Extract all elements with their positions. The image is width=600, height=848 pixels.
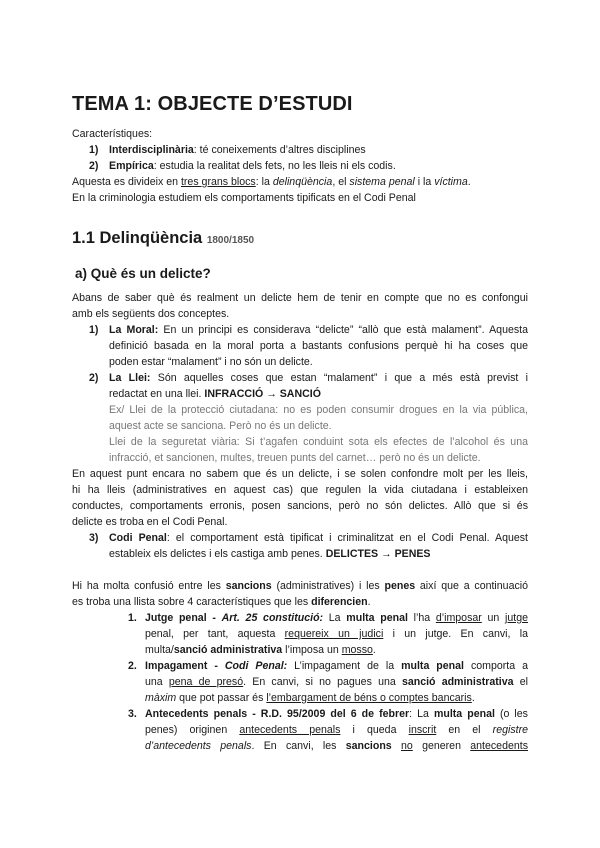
- text-run: que pot passar és: [176, 692, 267, 704]
- paragraph-line: [145, 722, 528, 738]
- text-run: : el comportament està tipificat i criminalitzat en el Codi Penal. Aquest: [166, 532, 528, 544]
- text-run: antecedents: [470, 740, 528, 752]
- infraction-sanction-formula: INFRACCIÓ → SANCIÓ: [204, 388, 321, 400]
- list-number: 2): [89, 372, 99, 384]
- example-line: Llei de la seguretat viària: Si t’agafen conduint sota els efectes de l’alcohol és una: [109, 436, 528, 448]
- text-run: sanció administrativa: [173, 644, 283, 656]
- paragraph-line: [145, 738, 528, 754]
- text-run: multa penal: [433, 708, 495, 720]
- paragraph-line: [145, 690, 528, 706]
- text-run: estableix els delictes i els castiga amb penes.: [109, 548, 326, 560]
- text-run: l’embargament de béns o comptes bancaris: [266, 692, 472, 704]
- text-run-bold: sancions: [225, 580, 272, 592]
- text-run: comporta a: [463, 660, 528, 672]
- list-number: 1): [89, 324, 99, 336]
- text-run-italic: víctima: [434, 176, 468, 188]
- text-run: Art. 25 constitució:: [221, 612, 324, 624]
- text-run-bold: penes: [384, 580, 416, 592]
- concept-codi-penal: [89, 530, 528, 562]
- text-run: L’impagament de la: [287, 660, 402, 672]
- text-run: el: [513, 676, 528, 688]
- text-run: : la: [255, 176, 273, 188]
- list-number: 1): [89, 144, 99, 156]
- paragraph-line: [109, 530, 528, 546]
- characteristic-item-2: [89, 158, 396, 174]
- concept-llei: [89, 370, 528, 466]
- paragraph-line: [145, 706, 528, 722]
- text-run-underlined: tres grans blocs: [180, 176, 256, 188]
- text-run: Hi ha molta confusió entre les: [72, 580, 226, 592]
- paragraph-line: [145, 626, 528, 642]
- paragraph-line: [109, 322, 528, 338]
- text-run: sanció administrativa: [401, 676, 514, 688]
- text-run: Antecedents penals - R.D. 95/2009 del 6 de febrer: [145, 708, 410, 720]
- text-run: . En canvi, si no pagues una: [243, 676, 402, 688]
- example-line: Ex/ Llei de la protecció ciutadana: no es poden consumir drogues en la via pública,: [109, 404, 528, 416]
- paragraph-line: [109, 370, 528, 386]
- list-number: 3): [89, 532, 99, 544]
- text-run: i queda: [340, 724, 409, 736]
- text-run: En un principi es considerava “delicte” “allò que està malament”. Aquesta: [158, 324, 528, 336]
- text-run-bold: diferencien: [311, 596, 368, 608]
- paragraph-line: [145, 642, 528, 658]
- text-run: multa penal: [401, 660, 464, 672]
- text-run: en el: [436, 724, 493, 736]
- paragraph-line: [109, 546, 528, 562]
- text-run: penes) originen: [145, 724, 240, 736]
- concept-label: La Llei:: [109, 372, 151, 384]
- text-run: l’imposa un: [282, 644, 342, 656]
- paragraph-line: [145, 658, 528, 674]
- text-run: l’ha: [407, 612, 436, 624]
- text-run: multa penal: [346, 612, 408, 624]
- page-title: TEMA 1: OBJECTE D’ESTUDI: [72, 93, 353, 115]
- text-run: així que a continuació: [415, 580, 528, 592]
- text-run: inscrit: [408, 724, 437, 736]
- text-run: jutge: [505, 612, 528, 624]
- characteristic-text: : estudia la realitat dels fets, no les lleis ni els codis.: [153, 160, 396, 172]
- text-run: registre: [492, 724, 528, 736]
- concept-moral: [89, 322, 528, 370]
- list-number: 1.: [128, 612, 137, 624]
- text-run: penal, per tant, aquesta: [145, 628, 285, 640]
- characteristics-label: Característiques:: [72, 128, 153, 140]
- paragraph-line: [72, 594, 528, 610]
- text-run: redactat en una llei.: [109, 388, 205, 400]
- text-run: : La: [409, 708, 434, 720]
- paragraph-line: [145, 610, 528, 626]
- paragraph-line: poden estar “malament” i no són un delicte.: [109, 356, 313, 368]
- text-run: Aquesta es divideix en: [72, 176, 181, 188]
- text-run: no: [401, 740, 413, 752]
- text-run: d’imposar: [435, 612, 482, 624]
- difference-item-1: [128, 610, 528, 658]
- list-number: 3.: [128, 708, 137, 720]
- paragraph-line: conductes, comportaments erronis, posen sancions, però no són delictes. Allò que si és: [72, 500, 528, 512]
- concept-label: Codi Penal: [109, 532, 167, 544]
- text-run: mosso: [341, 644, 373, 656]
- text-run: multa/: [145, 644, 174, 656]
- text-run: requereix un judici: [284, 628, 384, 640]
- paragraph-line: En aquest punt encara no sabem que és un delicte, i se solen confondre molt per les lleis,: [72, 468, 528, 480]
- difference-item-2: [128, 658, 528, 706]
- paragraph-line: [109, 386, 528, 402]
- text-run: (o les: [494, 708, 528, 720]
- paragraph-confusion: [72, 466, 528, 530]
- delictes-penes-formula: DELICTES → PENES: [325, 548, 431, 560]
- text-run-italic: sistema penal: [349, 176, 415, 188]
- section-heading-1-1: [72, 229, 254, 248]
- paragraph-line: delicte es troba en el Codi Penal.: [72, 516, 228, 528]
- paragraph-differences: [72, 578, 528, 610]
- criminology-sentence: En la criminologia estudiem els comportaments tipificats en el Codi Penal: [72, 192, 416, 204]
- text-run: sancions: [345, 740, 392, 752]
- characteristic-text: : té coneixements d’altres disciplines: [193, 144, 366, 156]
- text-run: generen: [412, 740, 471, 752]
- text-run: i la: [414, 176, 435, 188]
- division-sentence: [72, 174, 471, 190]
- paragraph-line: amb els següents dos conceptes.: [72, 308, 230, 320]
- text-run: . En canvi, les: [251, 740, 346, 752]
- paragraph-intro: [72, 290, 528, 322]
- text-run: [392, 740, 401, 752]
- paragraph-line: [72, 578, 528, 594]
- characteristic-term: Empírica: [109, 160, 154, 172]
- text-run: La: [323, 612, 347, 624]
- paragraph-line: Abans de saber què és realment un delicte hem de tenir en compte que no es confongui: [72, 292, 528, 304]
- characteristic-term: Interdisciplinària: [109, 144, 194, 156]
- text-run-italic: delinqüència: [272, 176, 333, 188]
- text-run: .: [367, 596, 371, 608]
- section-date: 1800/1850: [206, 235, 255, 246]
- list-number: 2.: [128, 660, 137, 672]
- text-run: (administratives) i les: [271, 580, 385, 592]
- difference-item-3: [128, 706, 528, 754]
- subsection-heading-a: a) Què és un delicte?: [75, 266, 211, 281]
- text-run: .: [372, 644, 376, 656]
- text-run: Impagament -: [145, 660, 225, 672]
- text-run: Són aquelles coses que estan “malament” i que a més està previst i: [150, 372, 529, 384]
- text-run: Jutge penal -: [145, 612, 222, 624]
- section-title: 1.1 Delinqüència: [72, 229, 203, 247]
- text-run: una: [145, 676, 169, 688]
- example-line: infracció, et sancionen, multes, treuen punts del carnet… però no és un delicte.: [109, 452, 481, 464]
- characteristic-item-1: [89, 142, 366, 158]
- paragraph-line: [145, 674, 528, 690]
- text-run: un: [481, 612, 506, 624]
- text-run: màxim: [145, 692, 177, 704]
- text-run: d’antecedents penals: [145, 740, 252, 752]
- text-run: pena de presó: [168, 676, 244, 688]
- example-line: aquest acte se sanciona. Però no és un delicte.: [109, 420, 332, 432]
- text-run: .: [471, 692, 475, 704]
- paragraph-line: definició basada en la moral porta a bastants confusions perquè hi ha coses que: [109, 340, 528, 352]
- text-run: Codi Penal:: [224, 660, 288, 672]
- text-run: i un jutge. En canvi, la: [383, 628, 528, 640]
- text-run: .: [467, 176, 471, 188]
- text-run: antecedents penals: [239, 724, 341, 736]
- paragraph-line: hi ha lleis (administratives en aquest cas) que regulen la vida ciutadana i estableixen: [72, 484, 528, 496]
- text-run: es troba una llista sobre 4 característiques que les: [72, 596, 312, 608]
- list-number: 2): [89, 160, 99, 172]
- text-run: , el: [332, 176, 350, 188]
- concept-label: La Moral:: [109, 324, 159, 336]
